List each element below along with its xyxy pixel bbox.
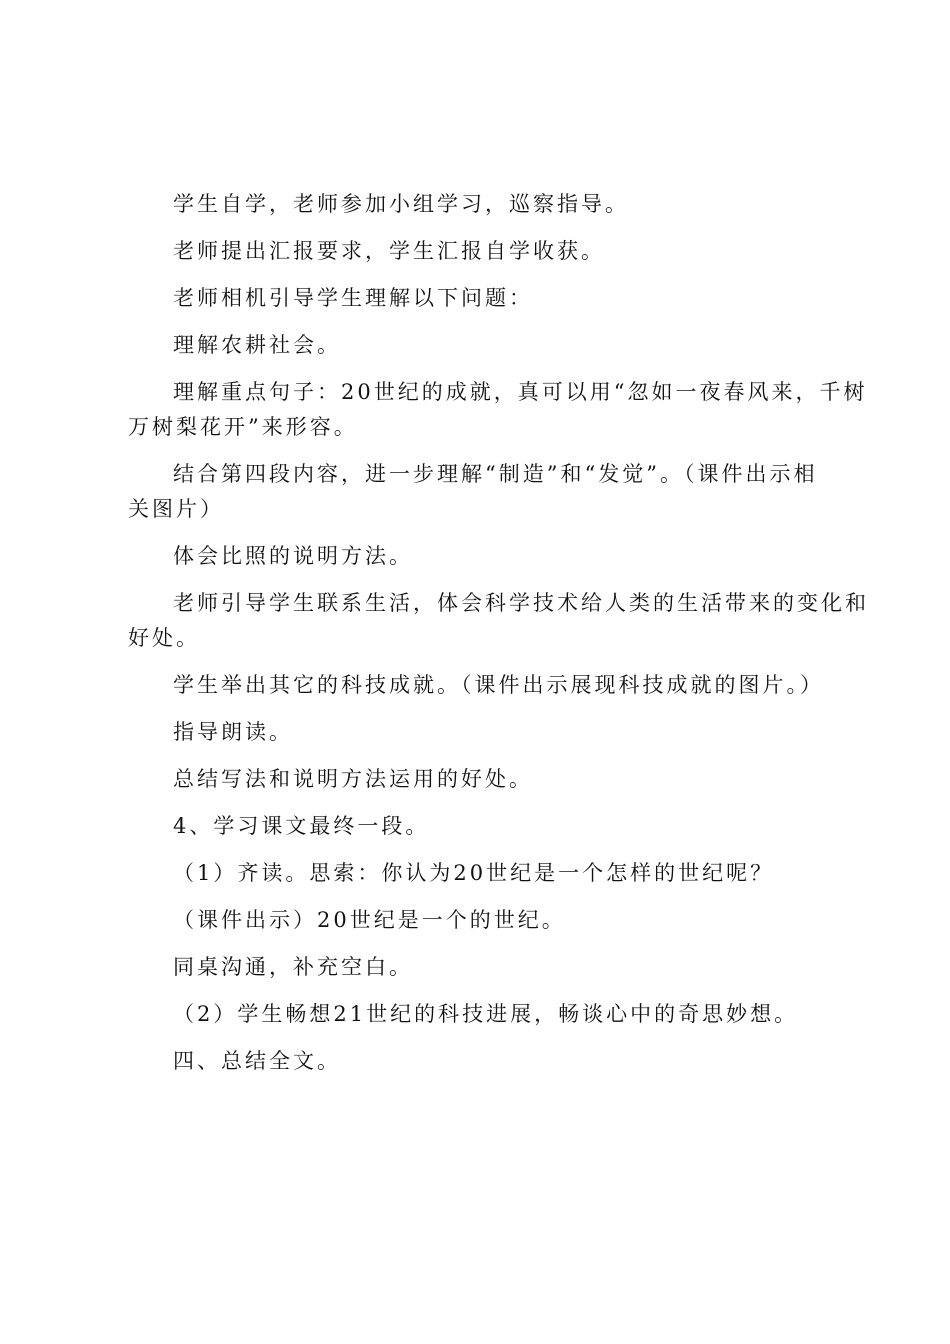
paragraph-line: 老师引导学生联系生活，体会科学技术给人类的生活带来的变化和 xyxy=(173,591,869,615)
paragraph-line: 学生举出其它的科技成就。（课件出示展现科技成就的图片。） xyxy=(173,673,824,697)
paragraph-line: 老师相机引导学生理解以下问题： xyxy=(173,286,533,310)
paragraph-line: 理解农耕社会。 xyxy=(173,333,341,357)
paragraph-line: （课件出示）20世纪是一个的世纪。 xyxy=(173,908,566,932)
section-heading: 4、学习课文最终一段。 xyxy=(173,814,430,838)
paragraph-line: 体会比照的说明方法。 xyxy=(173,544,413,568)
paragraph-line: （1）齐读。思索：你认为20世纪是一个怎样的世纪呢？ xyxy=(173,861,775,885)
paragraph-line: 指导朗读。 xyxy=(173,720,293,744)
paragraph-line: 结合第四段内容，进一步理解“制造”和“发觉”。（课件出示相 xyxy=(173,462,818,486)
paragraph-line: 理解重点句子：20世纪的成就，真可以用“忽如一夜春风来，千树 xyxy=(173,380,868,404)
paragraph-continuation-line: 万树梨花开”来形容。 xyxy=(128,415,358,439)
document-body xyxy=(128,190,869,1075)
paragraph-line: 老师提出汇报要求，学生汇报自学收获。 xyxy=(173,239,605,263)
paragraph-line: 总结写法和说明方法运用的好处。 xyxy=(173,767,533,791)
paragraph-continuation-line: 关图片） xyxy=(128,497,224,521)
paragraph-line: 同桌沟通，补充空白。 xyxy=(173,955,413,979)
paragraph-line: （2）学生畅想21世纪的科技进展，畅谈心中的奇思妙想。 xyxy=(173,1002,799,1026)
paragraph-continuation-line: 好处。 xyxy=(128,626,200,650)
section-heading: 四、总结全文。 xyxy=(173,1049,341,1073)
paragraph-line: 学生自学，老师参加小组学习，巡察指导。 xyxy=(173,192,629,216)
